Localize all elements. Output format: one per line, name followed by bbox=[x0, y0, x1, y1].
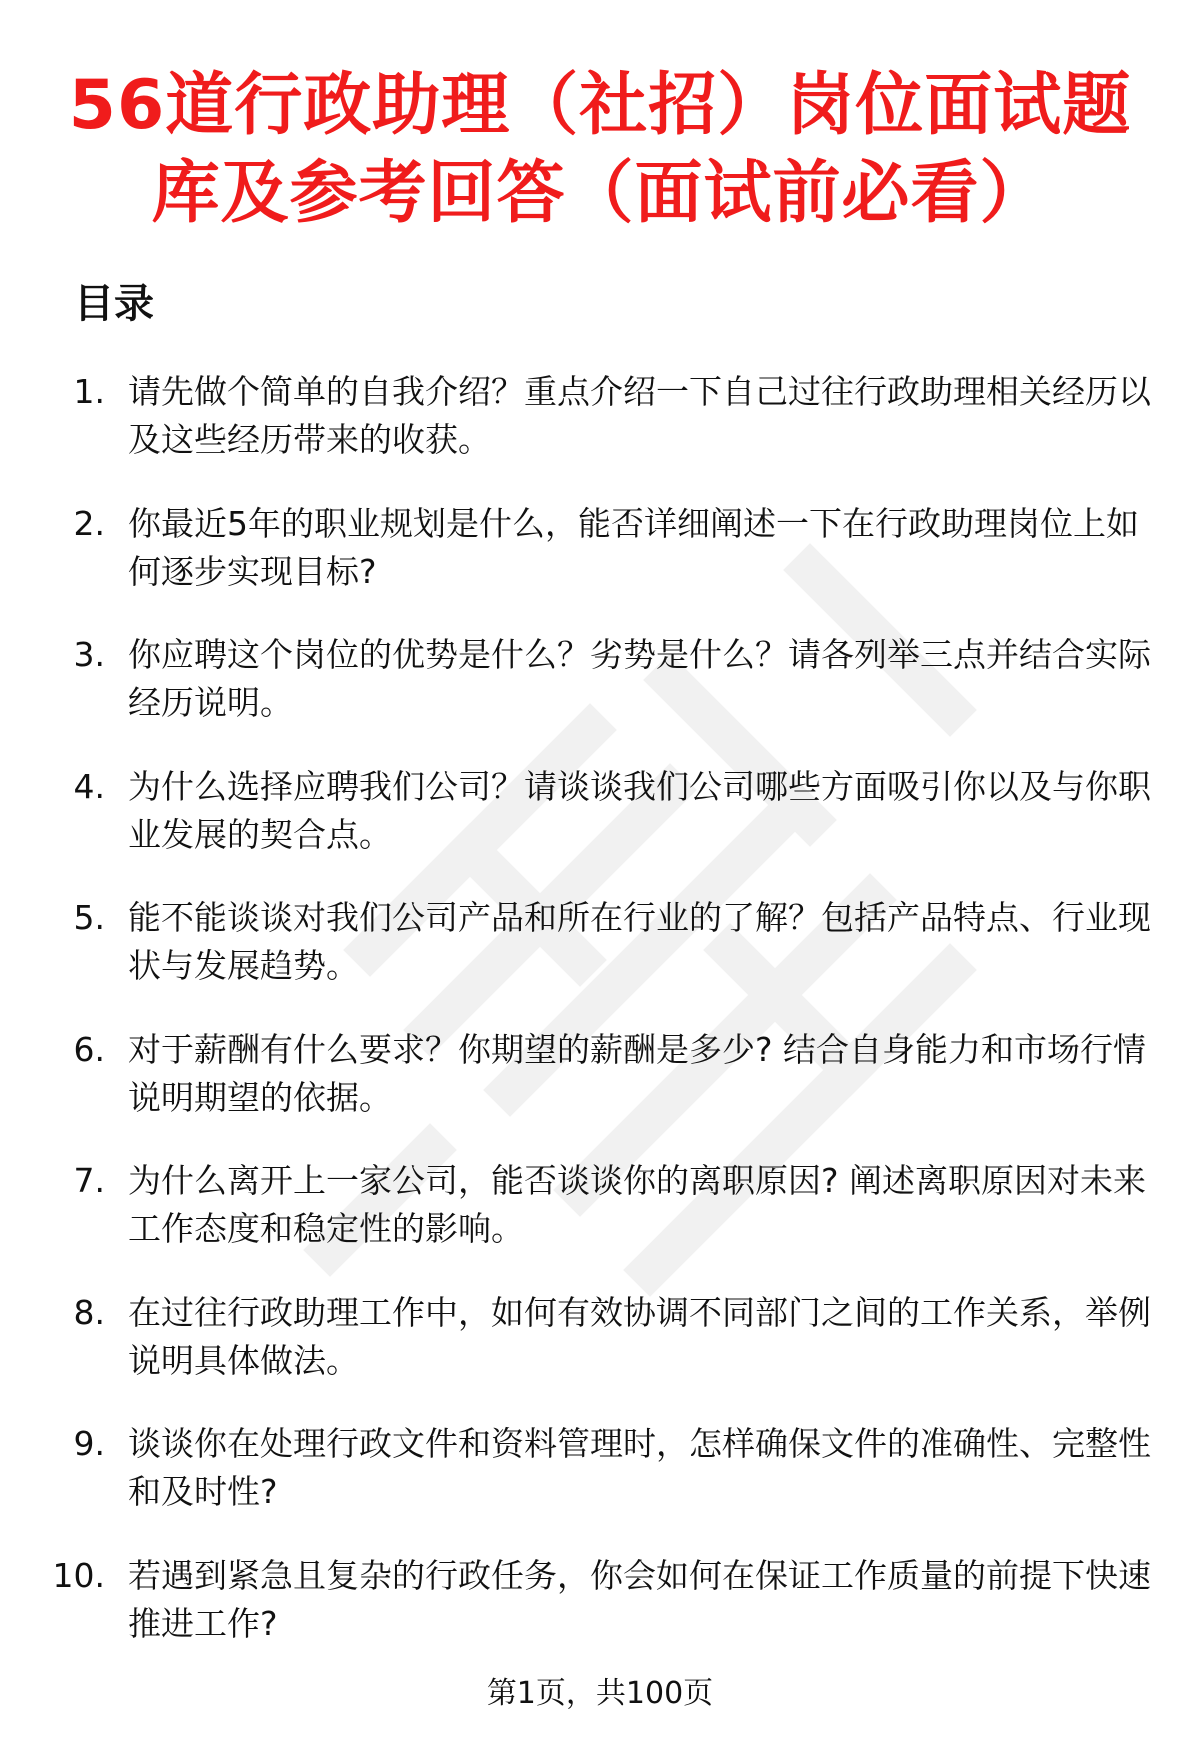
toc-item-number: 1. bbox=[73, 372, 105, 411]
toc-item bbox=[0, 1420, 1200, 1552]
toc-item-number: 7. bbox=[73, 1161, 105, 1200]
toc-item-number: 10. bbox=[52, 1555, 105, 1595]
toc-item-text: 在过往行政助理工作中，如何有效协调不同部门之间的工作关系，举例说明具体做法。 bbox=[128, 1292, 1151, 1380]
toc-item bbox=[0, 894, 1200, 1026]
toc-list bbox=[0, 368, 1200, 1683]
toc-item-text: 对于薪酬有什么要求？你期望的薪酬是多少? 结合自身能力和市场行情说明期望的依据。 bbox=[128, 1029, 1147, 1117]
toc-item-text: 你应聘这个岗位的优势是什么？劣势是什么？请各列举三点并结合实际经历说明。 bbox=[128, 635, 1151, 722]
toc-item-number: 4. bbox=[73, 766, 105, 806]
toc-item-number: 6. bbox=[73, 1029, 105, 1069]
toc-item bbox=[0, 1157, 1200, 1289]
toc-item bbox=[0, 763, 1200, 895]
toc-item bbox=[0, 500, 1200, 632]
toc-item bbox=[0, 1026, 1200, 1158]
toc-item-text: 你最近5年的职业规划是什么，能否详细阐述一下在行政助理岗位上如何逐步实现目标? bbox=[128, 503, 1139, 591]
toc-item-text: 请先做个简单的自我介绍？重点介绍一下自己过往行政助理相关经历以及这些经历带来的收获。 bbox=[128, 372, 1151, 459]
toc-item-text: 为什么选择应聘我们公司？请谈谈我们公司哪些方面吸引你以及与你职业发展的契合点。 bbox=[128, 766, 1151, 854]
toc-item bbox=[0, 631, 1200, 763]
toc-item bbox=[0, 368, 1200, 500]
toc-item-number: 2. bbox=[73, 503, 105, 543]
toc-item-text: 能不能谈谈对我们公司产品和所在行业的了解？包括产品特点、行业现状与发展趋势。 bbox=[128, 898, 1151, 985]
toc-item-text: 若遇到紧急且复杂的行政任务，你会如何在保证工作质量的前提下快速推进工作? bbox=[128, 1555, 1151, 1643]
toc-item-text: 为什么离开上一家公司，能否谈谈你的离职原因? 阐述离职原因对未来工作态度和稳定性的影响。 bbox=[128, 1161, 1147, 1248]
toc-item bbox=[0, 1289, 1200, 1421]
toc-item-number: 5. bbox=[73, 898, 105, 937]
toc-heading: 目录 bbox=[74, 281, 154, 327]
toc-item bbox=[0, 1552, 1200, 1684]
toc-item-number: 9. bbox=[73, 1424, 105, 1463]
document-title-line-1: 56道行政助理（社招）岗位面试题 bbox=[68, 66, 1132, 145]
toc-item-text: 谈谈你在处理行政文件和资料管理时，怎样确保文件的准确性、完整性和及时性? bbox=[128, 1424, 1151, 1511]
toc-item-number: 8. bbox=[73, 1292, 105, 1332]
document-title bbox=[60, 62, 1140, 238]
toc-item-number: 3. bbox=[73, 635, 105, 674]
document-title-line-2: 库及参考回答（面试前必看） bbox=[151, 154, 1049, 233]
page-footer: 第1页，共100页 bbox=[486, 1676, 714, 1711]
